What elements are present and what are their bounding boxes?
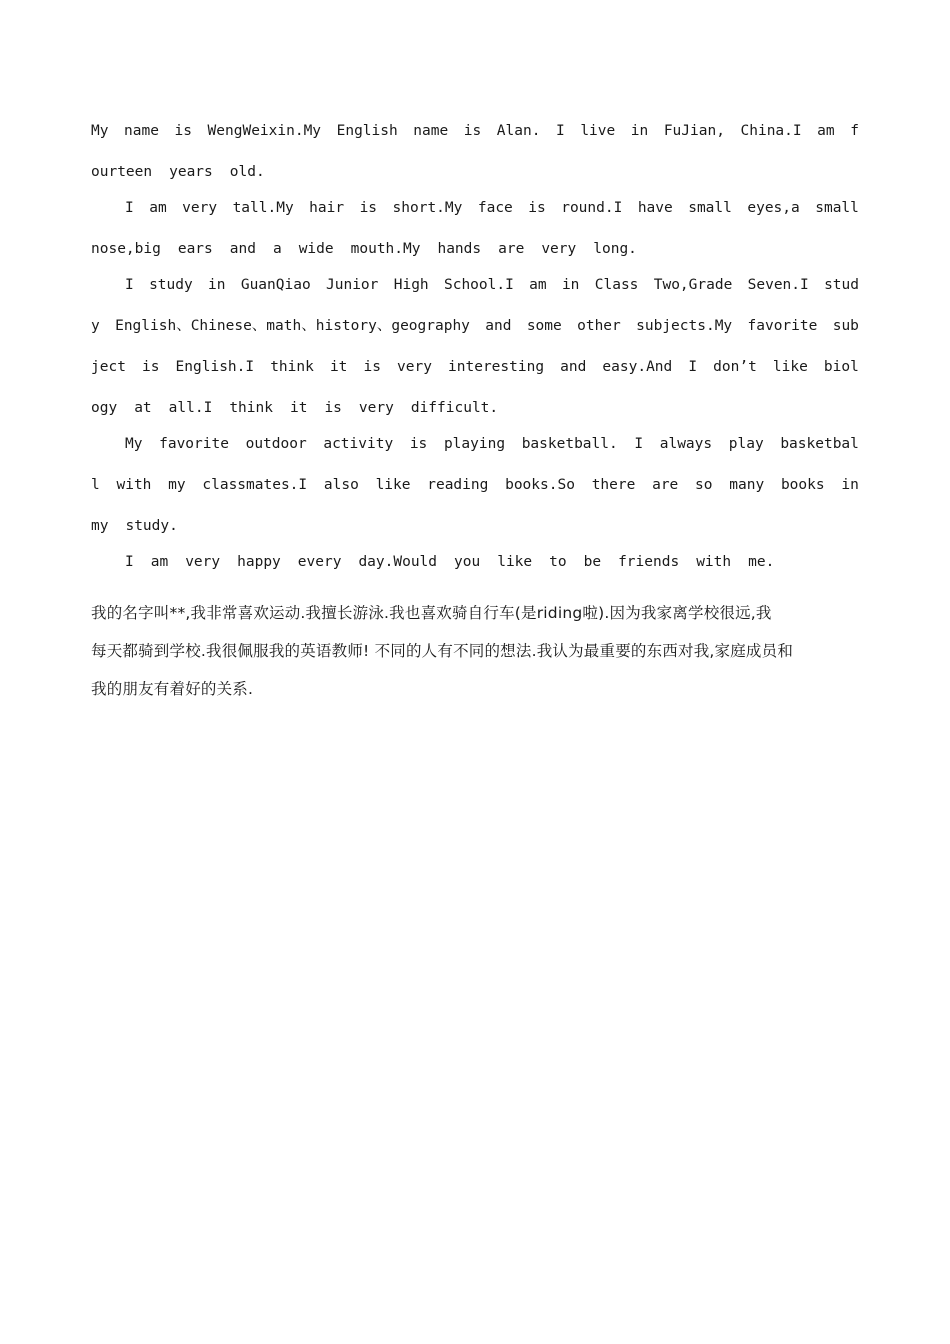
essay-word: like [497,554,533,570]
essay-word: live [580,123,616,139]
essay-word: stud [824,277,859,293]
essay-word: have [637,200,673,216]
essay-word: I [125,554,134,570]
essay-word: My [125,436,143,452]
essay-word: eyes,a [747,200,800,216]
essay-word: hands [437,241,482,257]
essay-line [91,433,859,455]
essay-line [91,515,859,537]
essay-word: old. [229,164,265,180]
essay-word: friends [618,554,680,570]
essay-word: ears [177,241,213,257]
essay-paragraph [91,433,859,537]
essay-word: f [850,123,859,139]
essay-word: very [185,554,221,570]
essay-word: think [270,359,314,375]
essay-word: Two,Grade [653,277,733,293]
essay-word: very [397,359,432,375]
essay-word: face [477,200,513,216]
essay-word: and [485,318,512,334]
essay-word: there [591,477,636,493]
essay-word: hair [309,200,345,216]
chinese-paragraph [91,594,861,708]
essay-word: is [174,123,192,139]
essay-word: it [289,400,308,416]
essay-word: like [375,477,411,493]
essay-word: long. [593,241,637,257]
essay-word: study [149,277,193,293]
essay-word: English [336,123,398,139]
essay-word: FuJian, [663,123,725,139]
essay-word: ourteen [91,164,153,180]
essay-word: small [688,200,732,216]
essay-word: at [134,400,152,416]
essay-word: some [526,318,562,334]
essay-word: basketball. [521,436,618,452]
essay-word: Alan. [496,123,541,139]
essay-word: in [561,277,580,293]
english-essay [91,120,859,587]
essay-word: very [358,400,394,416]
chinese-line: 每天都骑到学校.我很佩服我的英语教师! 不同的人有不同的想法.我认为最重要的东西对我,家庭成员和 [91,642,794,660]
essay-word: sub [832,318,859,334]
essay-word: High [393,277,429,293]
essay-word: School.I [443,277,514,293]
essay-word: My [91,123,109,139]
essay-line [91,397,859,419]
essay-word: play [728,436,764,452]
essay-word: is [463,123,482,139]
essay-word: English.I [175,359,255,375]
essay-word: books.So [505,477,575,493]
essay-word: I [125,277,134,293]
essay-word: a [272,241,282,257]
essay-word: are [652,477,679,493]
essay-paragraph [91,197,859,260]
essay-word: round.I [561,200,623,216]
essay-word: so [695,477,713,493]
essay-word: is [528,200,546,216]
essay-word: China.I [740,123,802,139]
essay-word: l [91,477,100,493]
essay-word: name [413,123,449,139]
essay-line [91,474,859,496]
essay-line [91,197,859,219]
essay-word: GuanQiao [240,277,311,293]
essay-word: is [142,359,160,375]
essay-word: in [208,277,226,293]
essay-word: Seven.I [747,277,809,293]
essay-word: basketbal [780,436,859,452]
essay-word: favorite [159,436,229,452]
essay-paragraph [91,120,859,183]
essay-word: name [124,123,159,139]
essay-word: me. [748,554,775,570]
essay-word: Class [594,277,639,293]
essay-word: other [577,318,621,334]
essay-word: be [583,554,602,570]
essay-word: very [182,200,218,216]
essay-word: and [229,241,256,257]
essay-word: small [815,200,859,216]
essay-word: WengWeixin.My [207,123,322,139]
essay-word: is [324,400,342,416]
essay-word: English、Chinese、math、history、geography [115,318,470,334]
essay-word: y [91,318,100,334]
essay-word: to [549,554,567,570]
essay-word: tall.My [232,200,294,216]
essay-word: biol [823,359,859,375]
essay-word: my [91,518,109,534]
essay-line [91,274,859,296]
essay-word: study. [125,518,178,534]
essay-word: don’t [713,359,757,375]
essay-line [91,238,859,260]
essay-word: subjects.My [636,318,733,334]
essay-line [91,356,859,378]
essay-word: years [169,164,213,180]
essay-word: am [150,554,169,570]
essay-word: I [556,123,565,139]
essay-word: am [817,123,835,139]
essay-word: playing [443,436,506,452]
essay-word: and [560,359,587,375]
essay-word: ject [91,359,126,375]
essay-word: activity [323,436,394,452]
essay-paragraph [91,274,859,419]
essay-word: Junior [326,277,379,293]
essay-word: always [659,436,713,452]
essay-word: in [841,477,859,493]
essay-word: outdoor [245,436,307,452]
essay-word: short.My [392,200,463,216]
essay-word: it [329,359,348,375]
essay-word: mouth.My [350,241,421,257]
essay-word: nose,big [91,241,161,257]
essay-word: interesting [448,359,545,375]
essay-word: every [297,554,342,570]
essay-word: am [529,277,547,293]
essay-word: I [125,200,134,216]
essay-word: is [359,200,378,216]
essay-word: books [780,477,825,493]
essay-word: day.Would [358,554,438,570]
essay-word: all.I [168,400,213,416]
essay-line [91,315,859,337]
chinese-line: 我的朋友有着好的关系. [91,680,254,698]
essay-word: reading [427,477,489,493]
essay-word: wide [298,241,334,257]
essay-word: very [541,241,577,257]
essay-word: easy.And [602,359,673,375]
chinese-line: 我的名字叫**,我非常喜欢运动.我擅长游泳.我也喜欢骑自行车(是riding啦).因为我家离学校很远,我 [91,604,772,622]
essay-word: favorite [747,318,818,334]
essay-word: in [630,123,649,139]
essay-word: is [363,359,381,375]
essay-word: I [634,436,644,452]
essay-line [91,161,859,183]
essay-word: happy [237,554,281,570]
essay-line [91,120,859,142]
essay-word: like [772,359,808,375]
essay-word: ogy [91,400,118,416]
essay-word: am [149,200,167,216]
essay-word: my [168,477,186,493]
essay-word: many [729,477,765,493]
essay-line [91,551,859,573]
essay-word: is [409,436,428,452]
essay-word: difficult. [410,400,499,416]
essay-word: with [116,477,152,493]
essay-word: you [454,554,481,570]
essay-word: I [688,359,698,375]
essay-word: with [696,554,732,570]
essay-word: also [323,477,359,493]
essay-paragraph [91,551,859,573]
essay-word: classmates.I [202,477,308,493]
essay-word: think [229,400,273,416]
essay-word: are [498,241,525,257]
